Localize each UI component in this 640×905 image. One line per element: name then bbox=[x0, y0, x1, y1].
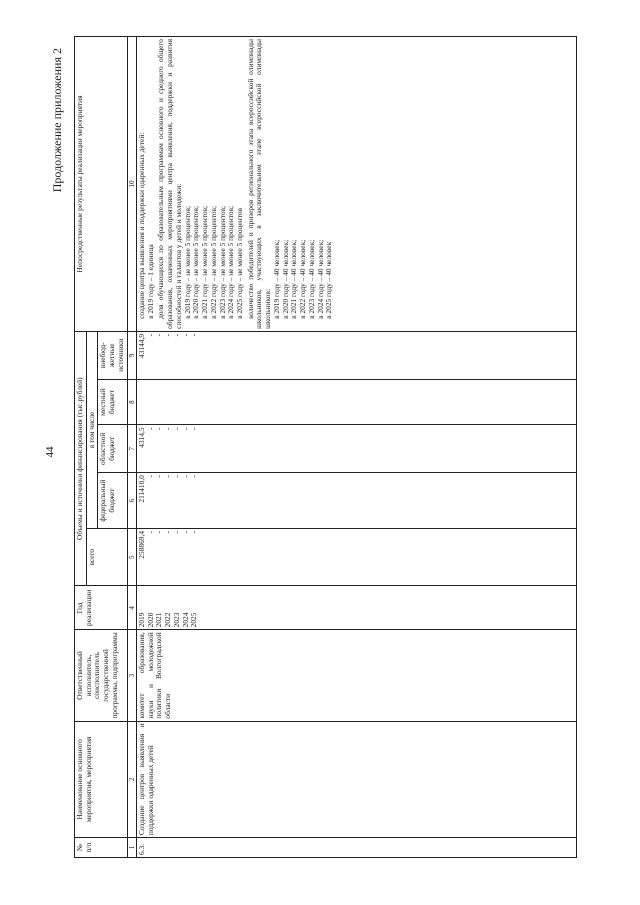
header-year: Год реализации bbox=[75, 586, 128, 630]
result-item: в 2024 году – не менее 5 процентов; bbox=[226, 205, 236, 319]
row-total bbox=[136, 528, 576, 585]
header-funding: Объемы и источники финансирования (тыс.рублей) bbox=[75, 331, 87, 585]
value-cell: 258869,4 bbox=[136, 530, 146, 559]
result-item: в 2020 году – не менее 5 процентов; bbox=[191, 205, 201, 319]
value-cell: - bbox=[189, 427, 199, 430]
result-item: в 2020 году – 40 человек; bbox=[280, 239, 290, 319]
row-local bbox=[136, 379, 576, 425]
value-cell: 43144,9 bbox=[136, 333, 146, 358]
row-num: 6.3. bbox=[136, 838, 576, 858]
value-cell: - bbox=[154, 333, 164, 337]
result-item: в 2023 году – не менее 5 процентов; bbox=[217, 205, 227, 319]
row-name: Создание центров выявления и поддержки одаренных детей bbox=[136, 721, 576, 838]
value-cell: - bbox=[189, 530, 199, 534]
year-cell: 2019 bbox=[136, 612, 146, 628]
value-cell: - bbox=[163, 333, 173, 337]
value-cell: - bbox=[145, 475, 155, 478]
year-cell: 2023 bbox=[171, 612, 181, 628]
value-cell: 211410,0 bbox=[136, 475, 146, 503]
value-cell: - bbox=[163, 427, 173, 430]
result-text: в 2019 году – 1 единица bbox=[145, 244, 155, 319]
value-cell: - bbox=[189, 475, 199, 478]
value-cell: - bbox=[171, 530, 181, 534]
value-cell: - bbox=[154, 475, 164, 478]
value-cell: - bbox=[180, 475, 190, 478]
year-cell: 2024 bbox=[180, 612, 190, 628]
value-cell: - bbox=[180, 333, 190, 337]
program-table bbox=[74, 36, 577, 858]
header-local: местный бюджет bbox=[98, 379, 127, 425]
value-cell: - bbox=[171, 333, 181, 337]
result-item: в 2024 году – 40 человек; bbox=[315, 239, 325, 319]
header-total: всего bbox=[86, 528, 127, 585]
row-executor: комитет образования, науки и молодежной политики Волгоградской области bbox=[136, 630, 576, 721]
value-cell: - bbox=[145, 530, 155, 534]
col-number: 4 bbox=[127, 586, 136, 630]
col-number: 5 bbox=[127, 528, 136, 585]
header-extra: внебюд-жетные источники bbox=[98, 331, 127, 379]
header-name: Наименование основного мероприятия, мероприятия bbox=[75, 721, 128, 838]
col-number: 9 bbox=[127, 331, 136, 379]
value-cell: - bbox=[189, 333, 199, 337]
column-number-row bbox=[127, 37, 136, 858]
result-text: создание центра выявления и поддержки одаренных детей: bbox=[136, 132, 146, 319]
value-cell: - bbox=[163, 530, 173, 534]
result-item: в 2021 году – 40 человек; bbox=[289, 239, 299, 319]
header-executor: Ответственный исполнитель, соисполнитель государственной программы, подпрограммы bbox=[75, 630, 128, 721]
col-number: 7 bbox=[127, 425, 136, 473]
header-regional: областной бюджет bbox=[98, 425, 127, 473]
result-item: в 2025 году – не менее 5 процентов bbox=[235, 207, 244, 319]
year-cell: 2025 bbox=[189, 612, 199, 628]
result-item: в 2022 году – не менее 5 процентов; bbox=[208, 205, 218, 319]
header-num: № п/п bbox=[75, 838, 128, 858]
result-item: в 2022 году – 40 человек; bbox=[298, 239, 308, 319]
value-cell: - bbox=[171, 475, 181, 478]
value-cell: - bbox=[145, 333, 155, 337]
result-item: в 2025 году – 40 человек bbox=[324, 241, 334, 319]
annex-title: Продолжение приложения 2 bbox=[50, 48, 64, 193]
year-cell: 2022 bbox=[163, 612, 173, 628]
result-item: в 2021 году – не менее 5 процентов; bbox=[200, 205, 210, 319]
col-number: 1 bbox=[127, 838, 136, 858]
row-results bbox=[136, 37, 576, 332]
row-years bbox=[136, 586, 576, 630]
value-cell: - bbox=[145, 427, 155, 430]
row-federal bbox=[136, 473, 576, 529]
result-item: в 2019 году – не менее 5 процентов; bbox=[182, 205, 192, 319]
result-item: в 2019 году – 40 человек; bbox=[271, 239, 281, 319]
header-results: Непосредственные результаты реализации мероприятия bbox=[75, 37, 128, 332]
result-item: в 2023 году – 40 человек; bbox=[306, 239, 316, 319]
header-row-1 bbox=[75, 37, 87, 858]
col-number: 2 bbox=[127, 721, 136, 838]
col-number: 8 bbox=[127, 379, 136, 425]
row-regional bbox=[136, 425, 576, 473]
rotated-sheet bbox=[40, 36, 600, 866]
col-number: 10 bbox=[127, 37, 136, 332]
header-federal: федеральный бюджет bbox=[98, 473, 127, 529]
year-cell: 2021 bbox=[154, 612, 164, 628]
table-row bbox=[136, 37, 576, 858]
header-incl: в том числе bbox=[86, 331, 98, 528]
page-number: 44 bbox=[44, 446, 56, 458]
year-cell: 2020 bbox=[145, 612, 155, 628]
value-cell: - bbox=[154, 427, 164, 430]
value-cell: - bbox=[171, 427, 181, 430]
value-cell: - bbox=[163, 475, 173, 478]
col-number: 6 bbox=[127, 473, 136, 529]
col-number: 3 bbox=[127, 630, 136, 721]
result-text: количество победителей и призеров регионального этапа всероссийской олимпиады школьников, участвующих в заключительном этапе всероссийской олимпиады школьников: bbox=[245, 39, 273, 329]
value-cell: - bbox=[180, 427, 190, 430]
row-extra bbox=[136, 331, 576, 379]
value-cell: 4314,5 bbox=[136, 427, 146, 448]
value-cell: - bbox=[154, 530, 164, 534]
value-cell: - bbox=[180, 530, 190, 534]
result-text: доля обучающихся по образовательным программам основного и среднего общего образования, охваченных мероприятиями центра выявления, поддержки и развития способностей и талантов у детей и молодежи: bbox=[156, 39, 183, 329]
